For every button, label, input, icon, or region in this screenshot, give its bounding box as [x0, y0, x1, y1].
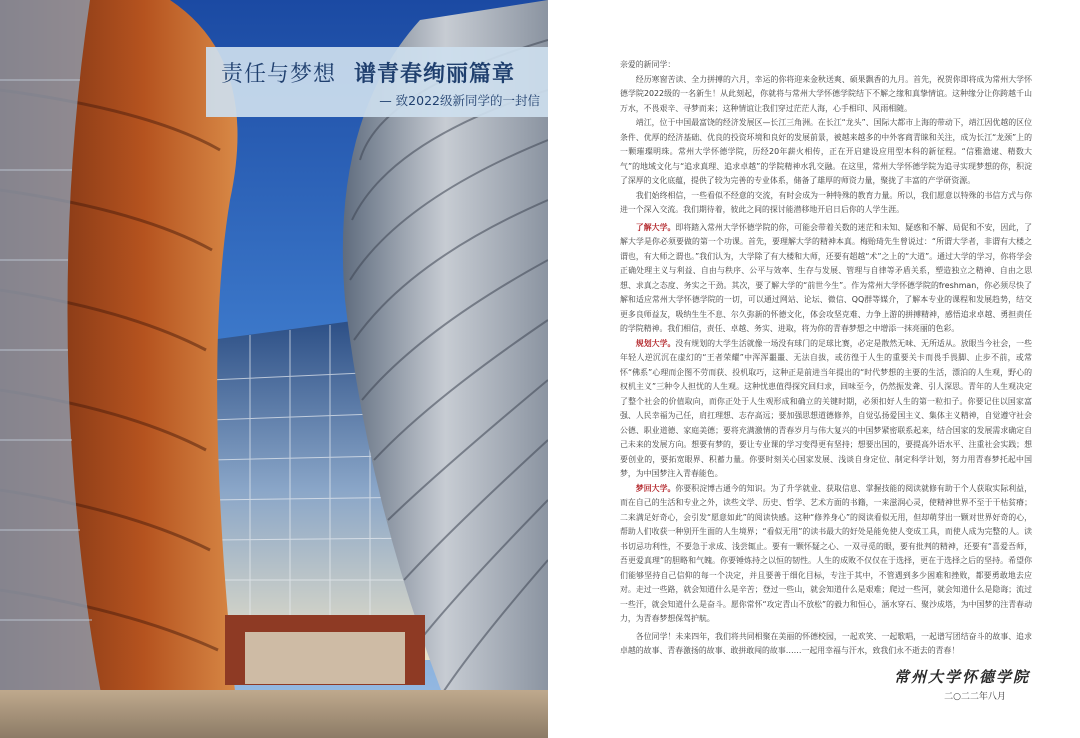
title-light: 责任与梦想 [221, 62, 337, 87]
page-subtitle: — 致2022级新同学的一封信 [379, 93, 540, 108]
title-bold: 谱青春绚丽篇章 [354, 62, 516, 87]
salutation: 亲爱的新同学： [620, 60, 676, 69]
section-text-understand: 即将踏入常州大学怀德学院的你，可能会带着关数的迷茫和未知、疑惑和不解、局促和不安，因此，了解大学是你必须要做的第一个功课。首先，要理解大学的精神本真。梅贻琦先生曾说过：“所谓大学者，非谓有大楼之谓也，有大师之谓也。”我们认为，大学除了有大楼和大师，还要有超越“术”之上的“大道”。通过大学的学习，你将学会正确处理主义与利益、自由与秩序、公平与效率、生存与发展、管理与自律等矛盾关系，塑造独立之精神、自由之思想、求真之态度、务实之干劲。其次，要了解大学的“前世今生”。作为常州大学怀德学院的freshman，你必须尽快了解和适应常州大学怀德学院的一切，可以通过网站、论坛、微信、QQ群等媒介，了解本专业的课程和发展趋势，结交更多良师益友，吸纳生生不息、尔久弥新的怀德文化，体会攻坚克难、力争上游的拼搏精神，感悟追求卓越、勇担责任的学院精神。我们相信，责任、卓越、务实、进取，将为你的青春梦想之中增添一抹亮丽的色彩。 [620, 222, 1032, 333]
section-lead-dream: 梦回大学。 [635, 483, 676, 493]
section-lead-understand: 了解大学。 [635, 222, 676, 232]
page-title [221, 57, 515, 88]
intro-paragraph-1: 经历寒窗苦读、全力拼搏的六月，幸运的你将迎来金秋送爽、硕果飘香的九月。首先，祝贺你即将成为常州大学怀德学院2022级的一名新生！从此刻起，你就将与常州大学怀德学院结下不解之缘和真挚情谊。这种缘分让你跨越千山万水，不畏艰辛、寻梦而来；这种情谊让我们穿过茫茫人海，心手相印、风雨相随。 [620, 74, 1032, 113]
letter-body [620, 58, 1032, 659]
plaza-ground [0, 690, 548, 738]
title-banner [206, 47, 548, 117]
intro-paragraph-3: 我们始终相信，一些看似不经意的交流，有时会成为一种特殊的教育力量。所以，我们愿意以特殊的书信方式与你进一个深入交流。我们期待着，彼此之间的探讨能潜移地开启日后你的人学生涯。 [620, 190, 1032, 214]
signature-block [880, 666, 1030, 702]
section-text-dream: 你要积淀博古通今的知识。为了升学就业、获取信息、掌握技能的阅读就修有助于个人获取实际利益，而在自己的生活和专业之外，读些文学、历史、哲学、艺术方面的书籍，一来滋润心灵，使精神世界不至于干枯贫瘠；二来满足好奇心，会引发“愿意如此”的阅读快感。这种“修养身心”的阅读看似无用，但却萌芽出一颗对世界好奇的心，帮助人们收获一种别开生面的人生境界；“看似无用”的读书最大的好处是能免使人变成工具，而使人成为完整的人。读书切忌功利性，不要急于求成、浅尝辄止。要有一颗怀疑之心、一双寻觅的眼，要有批判的精神，还要有“喜爱吾师，吾更爱真理”的胆略和气魄。你要锤炼持之以恒的韧性。人生的成败不仅仅在于选择，更在于选择之后的坚持。希望你们能够坚持自己信仰的每一个决定，并且要善于细化目标，专注于其中，不管遇到多少困难和挫败，都要勇敢地去应对。走过一些路，就会知道什么是辛苦；登过一些山，就会知道什么是艰难；爬过一些河，就会知道什么是隐诲；流过一些汗，就会知道什么是奋斗。愿你常怀“攻定青山不放松”的毅力和恒心，涵水穿石、聚沙成塔，为中国梦的注青春动力，为青春梦想保驾护航。 [620, 483, 1032, 623]
closing-paragraph: 各位同学！未来四年，我们将共同相聚在美丽的怀德校园，一起欢笑、一起歌唱，一起谱写团结奋斗的故事、追求卓越的故事、青春激扬的故事、敢拼敢闯的故事……一起用幸福与汗水，致我们永不逝去的青春！ [620, 631, 1032, 655]
intro-paragraph-2: 靖江，位于中国最富饶的经济发展区—长江三角洲。在长江“龙头”、国际大都市上海的带动下，靖江因优越的区位条件、优厚的经济基础、优良的投资环境和良好的发展前景，被越来越多的中外客商青睐和关注，成为长江“龙颈”上的一颗璀璨明珠。常州大学怀德学院，历经20年薪火相传，正在开启建设应用型本科的新征程。“信雅澹逮、精数大气”的地域文化与“追求真理、追求卓越”的学院精神水乳交融。在这里，常州大学怀德学院为追寻实现梦想的你，积淀了深厚的文化底蕴，提供了较为完善的专业体系，储备了雄厚的师资力量，聚拢了丰富的产学研资源。 [620, 118, 1032, 185]
section-plan-university [620, 337, 1032, 482]
section-dream-university [620, 482, 1032, 627]
signature-date: 二○二二年八月 [944, 692, 1006, 702]
section-lead-plan: 规划大学。 [635, 338, 676, 348]
section-text-plan: 没有规划的大学生活就像一场没有球门的足球比赛，必定是散然无味、无所适从。放眼当今社会，一些年轻人逆沉沉在虚幻的“王者荣耀”中浑浑噩噩、无法自拔，或彷徨于人生的重要关卡而畏手畏脚、止步不前，或常怀“佛系”心理而企图不劳而获、投机取巧，这种正是前进当年提出的“时代梦想的主要的生活，漂泊的人生观，野心的权机主义”三种令人担忧的人生观。这种忧患值得探究回归求，回味至今，仍然振发聋、引人深思。青年的人生观决定了整个社会的价值取向，而你正处于人生观形成和确立的关键时期，必须扣好人生的第一粒扣子。你要记住以国家富强、人民幸福为己任，肩扛理想、志存高远；要加强思想道德修养，自觉弘扬爱国主义、集体主义精神，自觉遵守社会公德、职业道德、家庭美德；要将充满激情的青春岁月与伟大复兴的中国梦紧密联系起来，结合国家的发展需求确定自己未来的发展方向。想要有梦的，要让专业课的学习变得更有坚持；想要出国的，要提高外语水平、注重社会实践；想要创业的，要拓宽眼界、积蓄力量。你要时刻关心国家发展、浅谈自身定位、制定科学计划，努力用青春梦托起中国梦，为中国梦注入青春能色。 [620, 338, 1032, 478]
signature-calligraphy: 常州大学怀德学院 [893, 668, 1030, 686]
section-understand-university [620, 221, 1032, 337]
